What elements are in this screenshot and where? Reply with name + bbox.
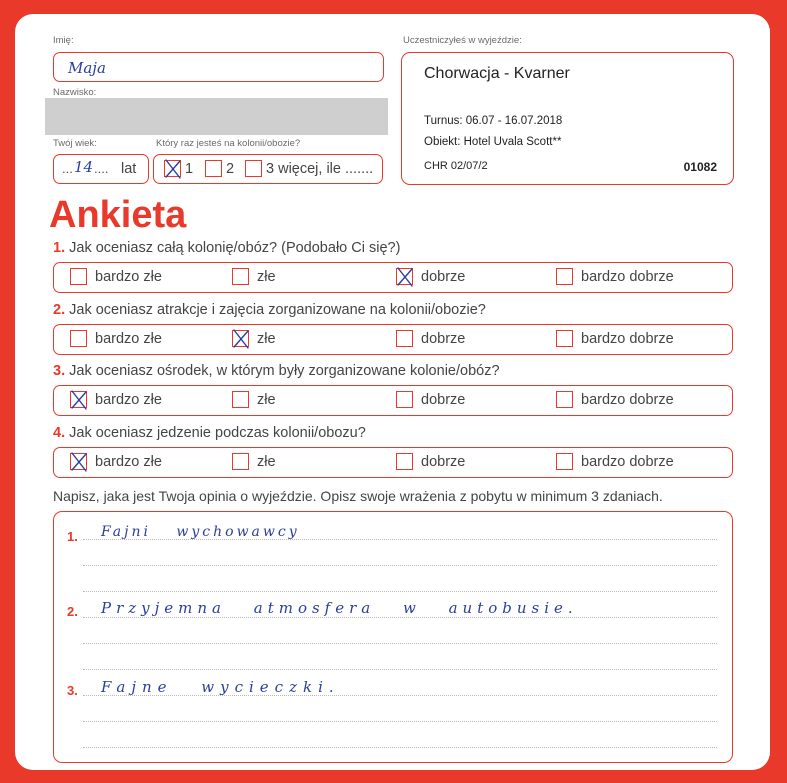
rating-option-label: złe: [257, 268, 276, 285]
writing-line: [83, 617, 717, 618]
question-number: 1.: [53, 240, 66, 256]
rating-option[interactable]: [396, 268, 465, 285]
question-label: Jak oceniasz ośrodek, w którym były zorganizowane kolonie/obóz?: [69, 363, 500, 379]
rating-checkbox[interactable]: [556, 453, 573, 470]
surname-redaction: [45, 98, 388, 135]
rating-option-label: bardzo złe: [95, 330, 162, 347]
rating-checkbox[interactable]: [396, 453, 413, 470]
rating-checkbox[interactable]: [232, 391, 249, 408]
rating-option[interactable]: [232, 391, 276, 408]
question-options-row: [53, 324, 733, 355]
question-label: Jak oceniasz jedzenie podczas kolonii/obozu?: [69, 425, 366, 441]
surname-label: Nazwisko:: [53, 87, 97, 98]
question-number: 4.: [53, 425, 66, 441]
times-checkbox-checked[interactable]: [164, 160, 181, 177]
question-label: Jak oceniasz całą kolonię/obóz? (Podobało Ci się?): [69, 240, 401, 256]
rating-checkbox[interactable]: [396, 330, 413, 347]
rating-option-label: bardzo dobrze: [581, 453, 674, 470]
rating-option-label: dobrze: [421, 391, 466, 408]
rating-checkbox[interactable]: [396, 391, 413, 408]
age-unit: lat: [121, 161, 137, 177]
trip-number: 01082: [683, 160, 717, 174]
rating-option[interactable]: [70, 268, 162, 285]
rating-option-label: dobrze: [421, 268, 466, 285]
rating-option-label: bardzo złe: [95, 268, 162, 285]
question-text: [53, 425, 366, 441]
name-field[interactable]: [53, 52, 384, 82]
trip-obiekt: Obiekt: Hotel Uvala Scott**: [424, 136, 562, 148]
rating-checkbox[interactable]: [556, 330, 573, 347]
answer-number: 2.: [67, 604, 78, 619]
age-dots-right: ....: [94, 161, 109, 176]
rating-option[interactable]: [396, 453, 465, 470]
question-number: 3.: [53, 363, 66, 379]
name-value: Maja: [68, 59, 106, 77]
answer-number: 3.: [67, 683, 78, 698]
question-text: [53, 363, 500, 379]
survey-sheet: [15, 14, 770, 770]
question-label: Jak oceniasz atrakcje i zajęcia zorganizowane na kolonii/obozie?: [69, 302, 486, 318]
rating-option-label: bardzo dobrze: [581, 330, 674, 347]
writing-line: [83, 669, 717, 670]
rating-option[interactable]: [556, 268, 674, 285]
trip-box: [401, 52, 734, 185]
question-options-row: [53, 262, 733, 293]
rating-option[interactable]: [396, 391, 465, 408]
rating-option-label: bardzo złe: [95, 391, 162, 408]
trip-code: CHR 02/07/2: [424, 160, 488, 172]
rating-option-label: złe: [257, 453, 276, 470]
rating-checkbox[interactable]: [70, 268, 87, 285]
rating-checkbox[interactable]: [70, 330, 87, 347]
rating-option[interactable]: [396, 330, 465, 347]
rating-option-label: dobrze: [421, 330, 466, 347]
rating-option[interactable]: [232, 453, 276, 470]
rating-option[interactable]: [232, 330, 276, 347]
rating-option[interactable]: [70, 330, 162, 347]
rating-checkbox[interactable]: [232, 453, 249, 470]
writing-line: [83, 591, 717, 592]
answer-text[interactable]: Przyjemna atmosfera w autobusie.: [101, 599, 578, 617]
age-dots-left: ...: [62, 161, 73, 176]
times-option-3[interactable]: [245, 160, 373, 177]
survey-title: Ankieta: [49, 194, 187, 236]
age-label: Twój wiek:: [53, 138, 97, 149]
times-checkbox[interactable]: [205, 160, 222, 177]
opinion-prompt: Napisz, jaka jest Twoja opinia o wyjeździe. Opisz swoje wrażenia z pobytu w minimum 3 zdaniach.: [53, 488, 663, 504]
answer-text[interactable]: Fajni wychowawcy: [101, 524, 300, 540]
trip-name: Chorwacja - Kvarner: [424, 65, 570, 82]
times-label: Który raz jesteś na kolonii/obozie?: [156, 138, 301, 149]
times-option-label: 1: [185, 160, 194, 177]
times-field: [153, 154, 383, 184]
question-options-row: [53, 385, 733, 416]
answer-text[interactable]: Fajne wycieczki.: [101, 678, 340, 696]
question-options-row: [53, 447, 733, 478]
rating-option[interactable]: [232, 268, 276, 285]
answer-number: 1.: [67, 529, 78, 544]
rating-option[interactable]: [556, 330, 674, 347]
rating-checkbox[interactable]: [556, 268, 573, 285]
rating-checkbox-checked[interactable]: [232, 330, 249, 347]
rating-option[interactable]: [70, 391, 162, 408]
rating-checkbox[interactable]: [232, 268, 249, 285]
rating-option[interactable]: [556, 453, 674, 470]
rating-option[interactable]: [556, 391, 674, 408]
rating-option-label: bardzo złe: [95, 453, 162, 470]
writing-line: [83, 721, 717, 722]
rating-option-label: bardzo dobrze: [581, 268, 674, 285]
rating-option-label: złe: [257, 391, 276, 408]
question-text: [53, 240, 400, 256]
writing-line: [83, 643, 717, 644]
times-checkbox[interactable]: [245, 160, 262, 177]
rating-checkbox-checked[interactable]: [396, 268, 413, 285]
rating-option-label: dobrze: [421, 453, 466, 470]
name-label: Imię:: [53, 35, 74, 46]
rating-checkbox-checked[interactable]: [70, 453, 87, 470]
writing-line: [83, 747, 717, 748]
question-number: 2.: [53, 302, 66, 318]
writing-line: [83, 565, 717, 566]
opinion-box: [53, 511, 733, 763]
trip-label: Uczestniczyłeś w wyjeździe:: [403, 35, 522, 46]
age-field[interactable]: [53, 154, 149, 184]
question-text: [53, 302, 486, 318]
rating-checkbox[interactable]: [556, 391, 573, 408]
times-option-2[interactable]: [205, 160, 234, 177]
age-value: 14: [74, 158, 94, 176]
trip-turnus: Turnus: 06.07 - 16.07.2018: [424, 115, 563, 127]
rating-option-label: bardzo dobrze: [581, 391, 674, 408]
times-option-1[interactable]: [164, 160, 193, 177]
rating-option-label: złe: [257, 330, 276, 347]
times-option-label: 2: [226, 160, 235, 177]
times-option-label: 3 więcej, ile .......: [266, 160, 374, 177]
rating-option[interactable]: [70, 453, 162, 470]
rating-checkbox-checked[interactable]: [70, 391, 87, 408]
